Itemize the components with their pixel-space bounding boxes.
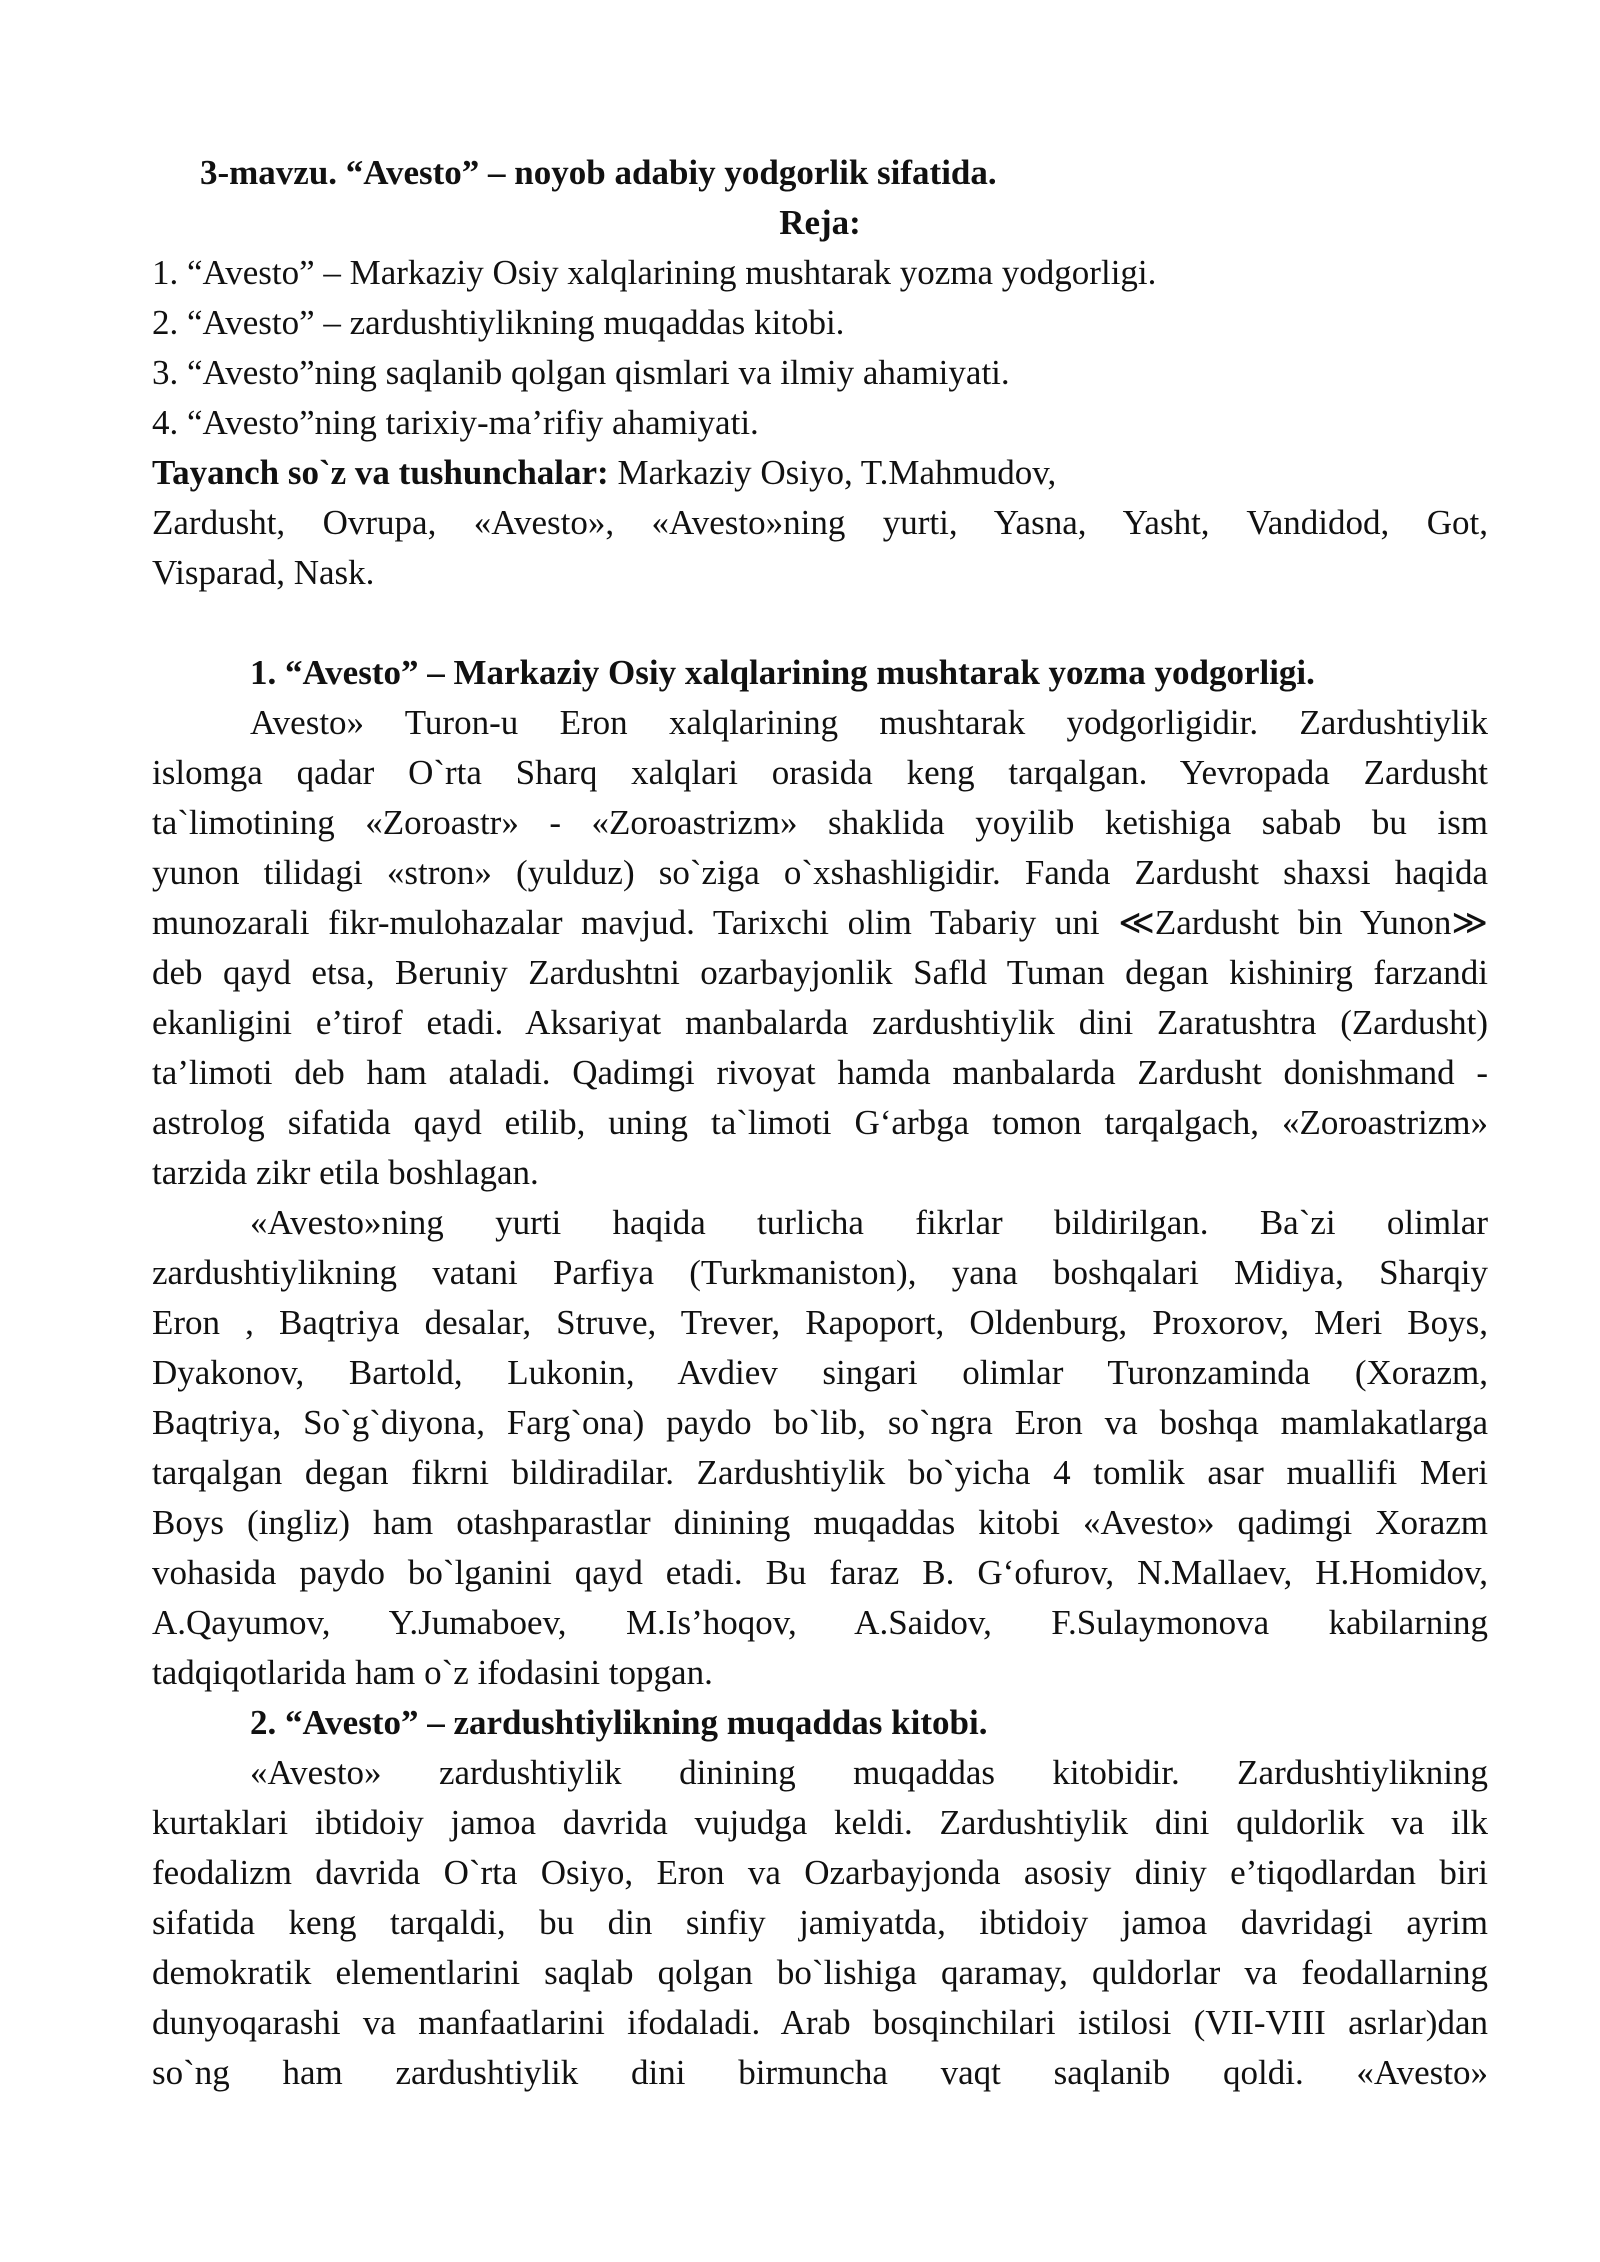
keywords-text: Visparad, Nask.: [152, 553, 375, 592]
paragraph-line: kurtaklari ibtidoiy jamoa davrida vujudga keldi. Zardushtiylik dini quldorlik va ilk: [152, 1803, 1488, 1842]
paragraph-line: feodalizm davrida O`rta Osiyo, Eron va Ozarbayjonda asosiy diniy e’tiqodlardan biri: [152, 1853, 1488, 1892]
spacer: [152, 598, 1488, 648]
paragraph-line: deb qayd etsa, Beruniy Zardushtni ozarbayjonlik Safld Tuman degan kishinirg farzandi: [152, 953, 1488, 992]
paragraph: [152, 1198, 1488, 1698]
paragraph-line: dunyoqarashi va manfaatlarini ifodaladi. Arab bosqinchilari istilosi (VII-VIII asrlar)dan: [152, 2003, 1488, 2042]
paragraph-line: Dyakonov, Bartold, Lukonin, Avdiev singari olimlar Turonzaminda (Xorazm,: [152, 1353, 1488, 1392]
paragraph-line: tarzida zikr etila boshlagan.: [152, 1153, 539, 1192]
section-heading: 1. “Avesto” – Markaziy Osiy xalqlarining mushtarak yozma yodgorligi.: [250, 653, 1315, 692]
paragraph-line: tarqalgan degan fikrni bildiradilar. Zardushtiylik bo`yicha 4 tomlik asar muallifi Meri: [152, 1453, 1488, 1492]
keywords-continuation: [152, 498, 1488, 598]
paragraph-line: sifatida keng tarqaldi, bu din sinfiy jamiyatda, ibtidoiy jamoa davridagi ayrim: [152, 1903, 1488, 1942]
paragraph-line: munozarali fikr-mulohazalar mavjud. Tarixchi olim Tabariy uni ≪Zardusht bin Yunon≫: [152, 903, 1488, 942]
plan-item: 3. “Avesto”ning saqlanib qolgan qismlari va ilmiy ahamiyati.: [152, 353, 1010, 392]
keywords-text: Zardusht, Ovrupa, «Avesto», «Avesto»ning yurti, Yasna, Yasht, Vandidod, Got,: [152, 503, 1488, 542]
paragraph-line: yunon tilidagi «stron» (yulduz) so`ziga o`xshashligidir. Fanda Zardusht shaxsi haqida: [152, 853, 1488, 892]
paragraph: [152, 698, 1488, 1198]
document-page: [152, 148, 1488, 2098]
plan-heading: Reja:: [779, 203, 861, 242]
paragraph-line: Avesto» Turon-u Eron xalqlarining mushtarak yodgorligidir. Zardushtiylik: [250, 703, 1488, 742]
plan-item: 4. “Avesto”ning tarixiy-ma’rifiy ahamiyati.: [152, 403, 759, 442]
paragraph-line: A.Qayumov, Y.Jumaboev, M.Is’hoqov, A.Saidov, F.Sulaymonova kabilarning: [152, 1603, 1488, 1642]
keywords-label: Tayanch so`z va tushunchalar:: [152, 453, 609, 492]
plan-list: [152, 248, 1488, 448]
paragraph-line: ekanligini e’tirof etadi. Aksariyat manbalarda zardushtiylik dini Zaratushtra (Zardusht): [152, 1003, 1488, 1042]
plan-item: 1. “Avesto” – Markaziy Osiy xalqlarining mushtarak yozma yodgorligi.: [152, 253, 1157, 292]
keywords-text: Markaziy Osiyo, T.Mahmudov,: [608, 453, 1057, 492]
paragraph-line: Boys (ingliz) ham otashparastlar dinining muqaddas kitobi «Avesto» qadimgi Xorazm: [152, 1503, 1488, 1542]
paragraph-line: «Avesto»ning yurti haqida turlicha fikrlar bildirilgan. Ba`zi olimlar: [250, 1203, 1488, 1242]
paragraph-line: tadqiqotlarida ham o`z ifodasini topgan.: [152, 1653, 713, 1692]
topic-title: 3-mavzu. “Avesto” – noyob adabiy yodgorlik sifatida.: [200, 153, 997, 192]
section-heading: 2. “Avesto” – zardushtiylikning muqaddas kitobi.: [250, 1703, 988, 1742]
paragraph: [152, 1748, 1488, 2098]
paragraph-line: ta`limotining «Zoroastr» - «Zoroastrizm» shaklida yoyilib ketishiga sabab bu ism: [152, 803, 1488, 842]
paragraph-line: islomga qadar O`rta Sharq xalqlari orasida keng tarqalgan. Yevropada Zardusht: [152, 753, 1488, 792]
paragraph-line: «Avesto» zardushtiylik dinining muqaddas kitobidir. Zardushtiylikning: [250, 1753, 1488, 1792]
paragraph-line: zardushtiylikning vatani Parfiya (Turkmaniston), yana boshqalari Midiya, Sharqiy: [152, 1253, 1488, 1292]
paragraph-line: so`ng ham zardushtiylik dini birmuncha vaqt saqlanib qoldi. «Avesto»: [152, 2053, 1488, 2092]
keywords-block: [152, 448, 1488, 598]
keywords-line: [152, 448, 1488, 498]
paragraph-line: Eron , Baqtriya desalar, Struve, Trever, Rapoport, Oldenburg, Proxorov, Meri Boys,: [152, 1303, 1488, 1342]
paragraph-line: ta’limoti deb ham ataladi. Qadimgi rivoyat hamda manbalarda Zardusht donishmand -: [152, 1053, 1488, 1092]
paragraph-line: astrolog sifatida qayd etilib, uning ta`limoti G‘arbga tomon tarqalgach, «Zoroastrizm»: [152, 1103, 1488, 1142]
paragraph-line: demokratik elementlarini saqlab qolgan bo`lishiga qaramay, quldorlar va feodallarning: [152, 1953, 1488, 1992]
plan-item: 2. “Avesto” – zardushtiylikning muqaddas kitobi.: [152, 303, 845, 342]
paragraph-line: Baqtriya, So`g`diyona, Farg`ona) paydo bo`lib, so`ngra Eron va boshqa mamlakatlarga: [152, 1403, 1488, 1442]
paragraph-line: vohasida paydo bo`lganini qayd etadi. Bu faraz B. G‘ofurov, N.Mallaev, H.Homidov,: [152, 1553, 1488, 1592]
